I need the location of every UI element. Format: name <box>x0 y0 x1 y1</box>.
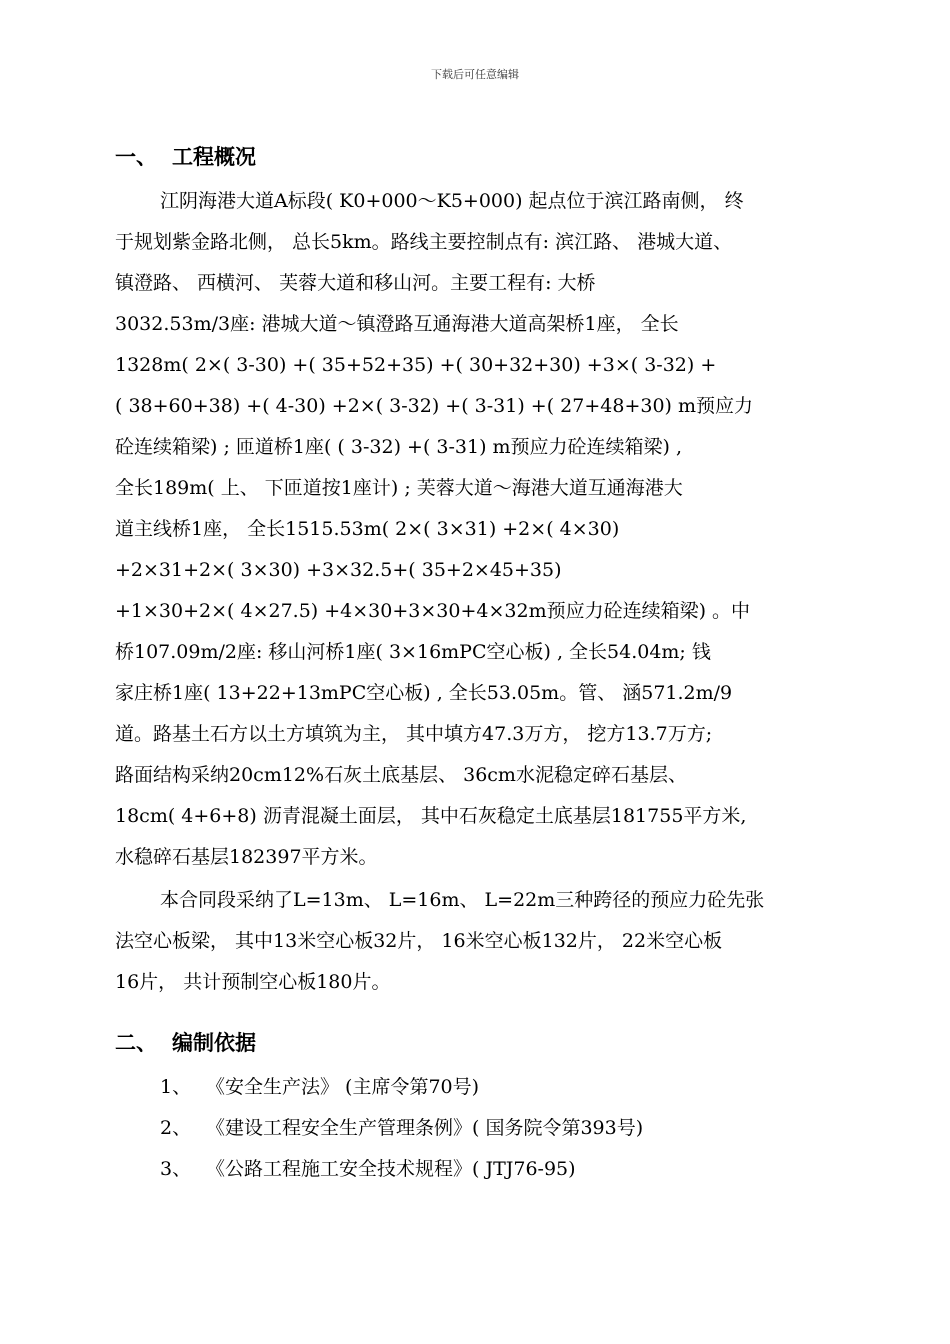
paragraph-line: 水稳碎石基层182397平方米。 <box>115 846 378 868</box>
section-2-title: 编制依据 <box>172 1031 256 1055</box>
paragraph-line: 江阴海港大道A标段( K0+000～K5+000) 起点位于滨江路南侧， 终 <box>160 190 744 212</box>
paragraph-line: +2×31+2×( 3×30) +3×32.5+( 35+2×45+35) <box>115 559 562 581</box>
list-item <box>160 1073 479 1101</box>
paragraph-line: 镇澄路、 西横河、 芙蓉大道和移山河。主要工程有: 大桥 <box>115 272 596 294</box>
paragraph-line: 3032.53m/3座: 港城大道～镇澄路互通海港大道高架桥1座， 全长 <box>115 313 679 335</box>
paragraph-line: 16片， 共计预制空心板180片。 <box>115 971 391 993</box>
paragraph-line: 家庄桥1座( 13+22+13mPC空心板) , 全长53.05m。管、 涵571.2m/9 <box>115 682 733 704</box>
paragraph-line: +1×30+2×( 4×27.5) +4×30+3×30+4×32m预应力砼连续箱梁) 。中 <box>115 600 751 622</box>
paragraph-line: 道主线桥1座， 全长1515.53m( 2×( 3×31) +2×( 4×30) <box>115 518 620 540</box>
list-item-number: 1、 <box>160 1076 192 1098</box>
paragraph-line: 法空心板梁， 其中13米空心板32片， 16米空心板132片， 22米空心板 <box>115 930 723 952</box>
list-item-number: 2、 <box>160 1117 192 1139</box>
section-1-number: 一、 <box>115 145 157 169</box>
section-1-heading <box>115 143 256 171</box>
list-item-text: 《公路工程施工安全技术规程》( JTJ76-95) <box>206 1158 576 1180</box>
paragraph-line: 全长189m( 上、 下匝道按1座计) ; 芙蓉大道～海港大道互通海港大 <box>115 477 683 499</box>
paragraph-line: 于规划紫金路北侧， 总长5km。路线主要控制点有: 滨江路、 港城大道、 <box>115 231 733 253</box>
paragraph-line: 道。路基土石方以土方填筑为主， 其中填方47.3万方， 挖方13.7万方; <box>115 723 713 745</box>
list-item <box>160 1155 576 1183</box>
list-item-number: 3、 <box>160 1158 192 1180</box>
paragraph-line: 18cm( 4+6+8) 沥青混凝土面层， 其中石灰稳定土底基层181755平方米, <box>115 805 747 827</box>
paragraph-line: 1328m( 2×( 3-30) +( 35+52+35) +( 30+32+30) +3×( 3-32) + <box>115 354 717 376</box>
list-item-text: 《建设工程安全生产管理条例》( 国务院令第393号) <box>206 1117 644 1139</box>
paragraph-line: 桥107.09m/2座: 移山河桥1座( 3×16mPC空心板) , 全长54.04m; 钱 <box>115 641 711 663</box>
paragraph-line: 砼连续箱梁) ; 匝道桥1座( ( 3-32) +( 3-31) m预应力砼连续箱梁) , <box>115 436 683 458</box>
list-item <box>160 1114 643 1142</box>
section-2-number: 二、 <box>115 1031 157 1055</box>
paragraph-line: 路面结构采纳20cm12%石灰土底基层、 36cm水泥稳定碎石基层、 <box>115 764 687 786</box>
list-item-text: 《安全生产法》 (主席令第70号) <box>206 1076 480 1098</box>
paragraph-line: ( 38+60+38) +( 4-30) +2×( 3-32) +( 3-31) +( 27+48+30) m预应力 <box>115 395 754 417</box>
section-1-title: 工程概况 <box>172 145 256 169</box>
page-header: 下载后可任意编辑 <box>431 68 519 81</box>
section-2-heading <box>115 1029 256 1057</box>
paragraph-line: 本合同段采纳了L=13m、 L=16m、 L=22m三种跨径的预应力砼先张 <box>160 889 765 911</box>
